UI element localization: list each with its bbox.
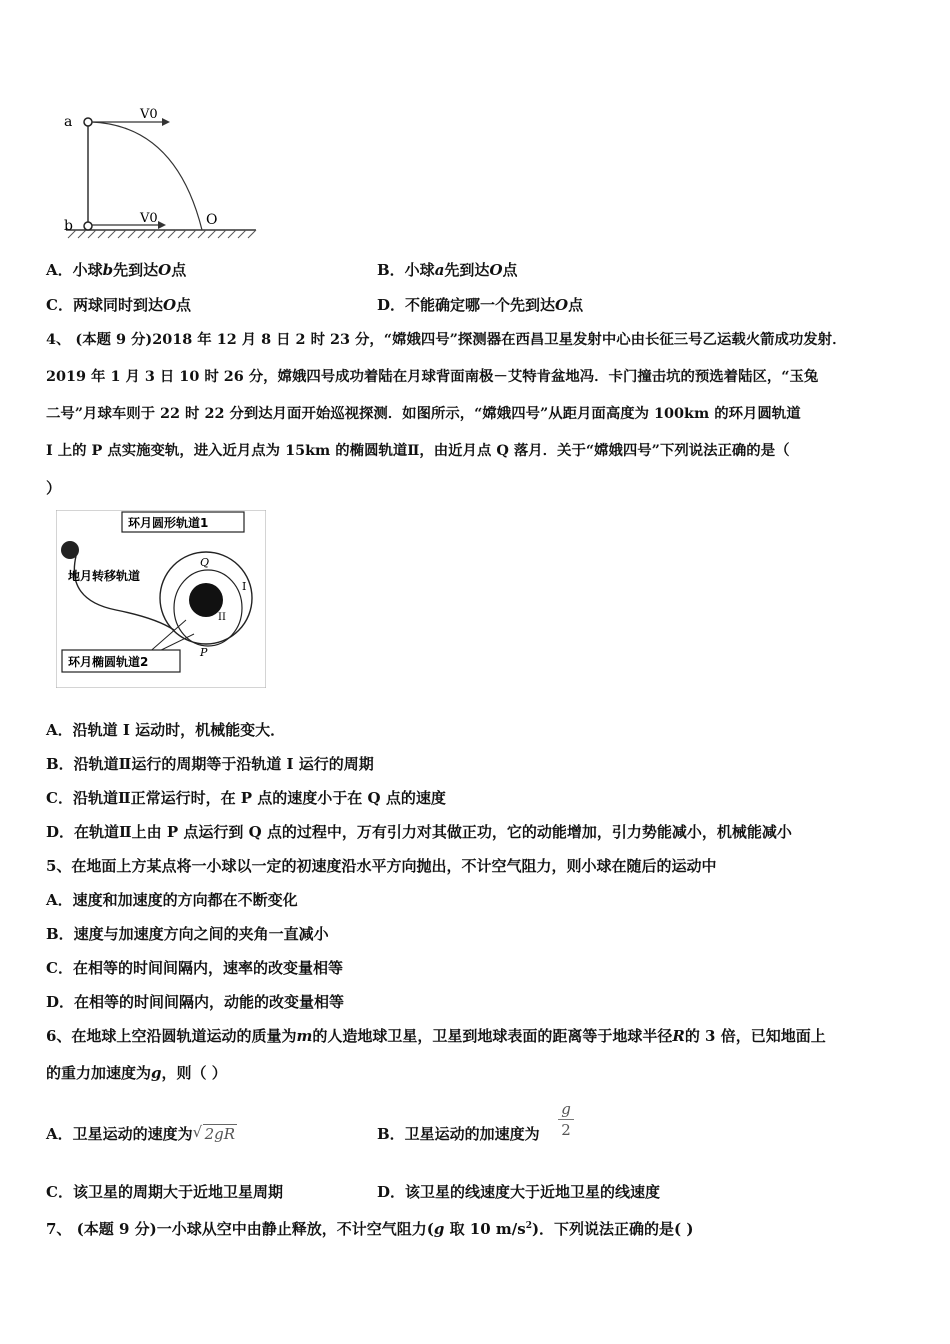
q5-stem: 5、在地面上方某点将一小球以一定的初速度沿水平方向抛出，不计空气阻力，则小球在随后的运动中: [46, 857, 717, 875]
arrowhead-top: [162, 118, 170, 126]
q3-option-a: A．小球b先到达O点: [46, 261, 187, 279]
label-ii: II: [218, 612, 226, 623]
q4-option-b: B．沿轨道Ⅱ运行的周期等于沿轨道 I 运行的周期: [46, 755, 374, 773]
q3-option-c: C．两球同时到达O点: [46, 296, 192, 314]
q6-stem-line1: 6、在地球上空沿圆轨道运动的质量为m的人造地球卫星，卫星到地球表面的距离等于地球半径R的 3 倍，已知地面上: [46, 1027, 826, 1045]
label-b: b: [64, 218, 73, 234]
q4-stem-line4: I 上的 P 点实施变轨，进入近月点为 15km 的椭圆轨道Ⅱ，由近月点 Q 落月．关于“嫦娥四号”下列说法正确的是（: [46, 442, 790, 459]
ground-hatching: [68, 230, 256, 238]
q4-stem-line5: ）: [46, 479, 62, 497]
q3-option-d: D．不能确定哪一个先到达O点: [377, 296, 584, 314]
label-q: Q: [200, 556, 210, 569]
label-circular-orbit: 环月圆形轨道1: [128, 516, 209, 530]
label-v0-bottom: V0: [140, 211, 158, 226]
q4-option-c: C．沿轨道Ⅱ正常运行时，在 P 点的速度小于在 Q 点的速度: [46, 789, 446, 807]
transfer-orbit-path: [74, 556, 174, 630]
projectile-diagram: [56, 106, 262, 242]
fraction-g-over-2: g 2: [558, 1100, 574, 1139]
q5-option-c: C．在相等的时间间隔内，速率的改变量相等: [46, 959, 343, 977]
label-transfer-orbit: 地月转移轨道: [68, 569, 141, 583]
label-a: a: [64, 114, 73, 130]
q6-stem-line2: 的重力加速度为g，则（ ）: [46, 1064, 227, 1082]
q6-option-c: C．该卫星的周期大于近地卫星周期: [46, 1183, 283, 1201]
q4-stem-line2: 2019 年 1 月 3 日 10 时 26 分，嫦娥四号成功着陆在月球背面南极－艾特肯盆地冯．卡门撞击坑的预选着陆区，“玉兔: [46, 368, 819, 385]
ball-a: [84, 118, 92, 126]
q4-option-a: A．沿轨道 I 运动时，机械能变大．: [46, 721, 286, 739]
q4-option-d: D．在轨道Ⅱ上由 P 点运行到 Q 点的过程中，万有引力对其做正功，它的动能增加，引力势能减小，机械能减小: [46, 823, 792, 841]
q4-stem-line3: 二号”月球车则于 22 时 22 分到达月面开始巡视探测．如图所示，“嫦娥四号”从距月面高度为 100km 的环月圆轨道: [46, 405, 801, 422]
q3-option-b: B．小球a先到达O点: [377, 261, 518, 279]
arrowhead-bottom: [158, 221, 166, 229]
q6-option-a: A．卫星运动的速度为 √ 2gR: [46, 1123, 236, 1143]
lunar-orbit-diagram: [56, 510, 266, 688]
label-i: I: [242, 580, 247, 593]
q5-option-b: B．速度与加速度方向之间的夹角一直减小: [46, 925, 329, 943]
q5-option-d: D．在相等的时间间隔内，动能的改变量相等: [46, 993, 345, 1011]
q6-option-b: B．卫星运动的加速度为: [377, 1125, 540, 1143]
sqrt-expression: √ 2gR: [192, 1123, 236, 1143]
label-o: O: [206, 212, 218, 228]
q4-stem-line1: 4、 (本题 9 分)2018 年 12 月 8 日 2 时 23 分，“嫦娥四号”探测器在西昌卫星发射中心由长征三号乙运载火箭成功发射．: [46, 331, 847, 348]
ball-b: [84, 222, 92, 230]
q5-option-a: A．速度和加速度的方向都在不断变化: [46, 891, 298, 909]
label-elliptic-orbit: 环月椭圆轨道2: [68, 655, 149, 669]
label-p: P: [200, 646, 208, 659]
q7-stem: 7、 (本题 9 分)一小球从空中由静止释放，不计空气阻力(g 取 10 $m/s^2$)．下列说法正确的是( ): [46, 1220, 694, 1238]
q6-option-d: D．该卫星的线速度大于近地卫星的线速度: [377, 1183, 661, 1201]
label-v0-top: V0: [140, 107, 158, 122]
